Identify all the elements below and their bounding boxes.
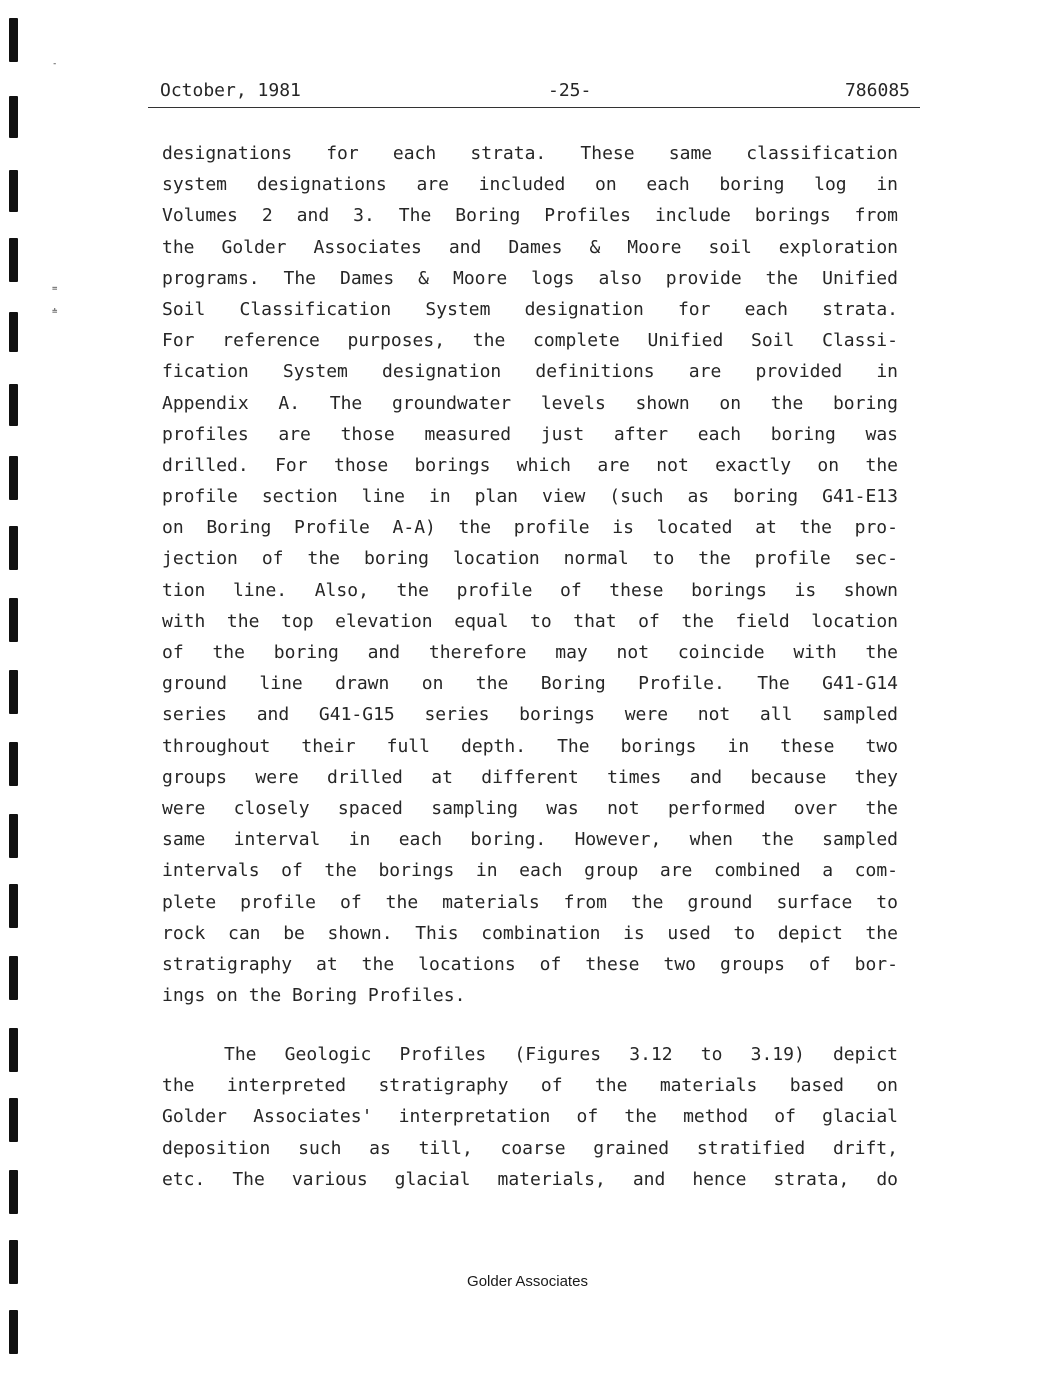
text-line: system designations are included on each boring log in [162,174,898,196]
text-line: intervals of the borings in each group are combined a com- [162,860,898,882]
text-line: profiles are those measured just after each boring was [162,423,898,445]
binding-mark [9,456,18,500]
stray-mark: = [52,284,58,294]
text-line: plete profile of the materials from the ground surface to [162,891,898,913]
text-line: jection of the boring location normal to the profile sec- [162,548,898,570]
binding-mark [9,96,18,138]
binding-mark [9,526,18,570]
binding-mark [9,1028,18,1072]
text-line: designations for each strata. These same classification [162,143,898,164]
text-line: tion line. Also, the profile of these borings is shown [162,579,898,601]
text-line: drilled. For those borings which are not exactly on the [162,454,898,476]
binding-mark [9,384,18,426]
binding-mark [9,1310,18,1354]
text-line: The Geologic Profiles (Figures 3.12 to 3.19) depict [224,1044,898,1065]
text-line: ings on the Boring Profiles. [162,985,466,1007]
stray-mark: - [52,59,58,69]
body-paragraph-2 [162,1039,898,1195]
binding-mark [9,598,18,642]
text-line: Soil Classification System designation for each strata. [162,298,898,320]
text-line: stratigraphy at the locations of these two groups of bor- [162,953,898,975]
text-line: etc. The various glacial materials, and hence strata, do [162,1168,898,1190]
text-line: Golder Associates' interpretation of the method of glacial [162,1106,898,1128]
header-date: October, 1981 [160,80,301,101]
text-line: of the boring and therefore may not coincide with the [162,642,898,663]
text-line: throughout their full depth. The borings in these two [162,735,898,757]
text-line: profile section line in plan view (such as boring G41-E13 [162,486,898,508]
binding-mark [9,956,18,1000]
binding-mark [9,814,18,858]
binding-mark [9,1170,18,1214]
binding-mark [9,742,18,786]
text-line: ground line drawn on the Boring Profile. The G41-G14 [162,673,898,695]
text-line: For reference purposes, the complete Unified Soil Classi- [162,330,898,352]
text-line: Appendix A. The groundwater levels shown on the boring [162,392,898,414]
text-line: deposition such as till, coarse grained stratified drift, [162,1137,898,1159]
binding-mark [9,670,18,714]
footer-company: Golder Associates [467,1273,588,1290]
binding-mark [9,1098,18,1142]
text-line: were closely spaced sampling was not performed over the [162,797,898,819]
binding-mark [9,18,18,62]
text-line: Volumes 2 and 3. The Boring Profiles include borings from [162,205,898,227]
text-line: on Boring Profile A-A) the profile is located at the pro- [162,517,898,539]
header-document-number: 786085 [844,80,910,101]
stray-mark: ≐ [52,307,58,317]
text-line: same interval in each boring. However, when the sampled [162,829,898,851]
text-line: the Golder Associates and Dames & Moore soil exploration [162,236,898,258]
text-line: with the top elevation equal to that of the field location [162,610,898,632]
header-page-number: -25- [548,80,592,101]
header-rule [148,107,920,108]
body-paragraph-1 [162,138,898,1011]
text-line: programs. The Dames & Moore logs also provide the Unified [162,267,898,289]
binding-mark [9,238,18,282]
text-line: the interpreted stratigraphy of the materials based on [162,1075,898,1097]
binding-mark [9,170,18,212]
page-header [160,80,910,104]
text-line: fication System designation definitions are provided in [162,361,898,383]
text-line: series and G41-G15 series borings were not all sampled [162,704,898,726]
text-line: rock can be shown. This combination is used to depict the [162,922,898,944]
binding-mark [9,884,18,928]
text-line: groups were drilled at different times and because they [162,766,898,788]
binding-mark [9,312,18,352]
